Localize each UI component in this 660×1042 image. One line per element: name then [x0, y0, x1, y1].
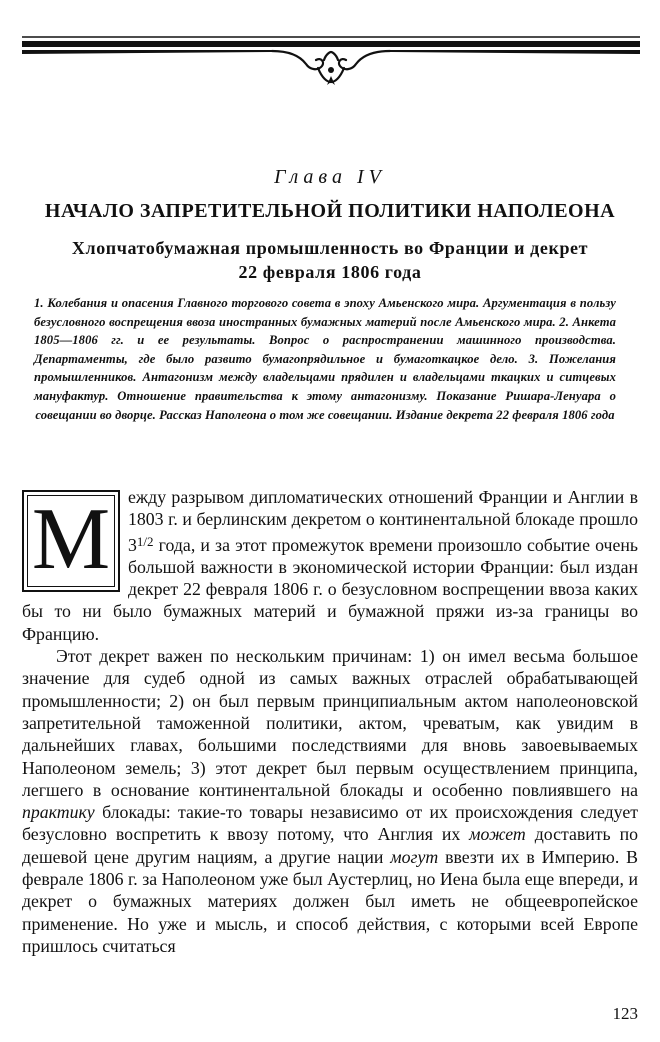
header-ornament — [22, 30, 640, 90]
italic-word-may: могут — [390, 846, 439, 867]
paragraph-1 — [22, 486, 638, 645]
chapter-summary: 1. Колебания и опасения Главного торгового совета в эпоху Амьенского мира. Аргументация в пользу безусловного воспрещения ввоза иностранных бумажных материй после Амьенского мира. 2. Анкета 1805—1806 гг. и ее результаты. Вопрос о распространении машинного производства. Департаменты, где было развито бумагопрядильное и бумаготкацкое дело. 3. Пожелания промышленников. Антагонизм между владельцами прядилен и владельцами ткацких и ситцевых мануфактур. Отношение правительства к этому антагонизму. Показание Ришара-Ленуара о совещании во дворце. Рассказ Наполеона о том же совещании. Издание декрета 22 февраля 1806 года — [34, 296, 616, 422]
chapter-title: НАЧАЛО ЗАПРЕТИТЕЛЬНОЙ ПОЛИТИКИ НАПОЛЕОНА — [44, 200, 616, 222]
italic-word-can: может — [469, 824, 526, 845]
paragraph-2-text: Этот декрет важен по нескольким причинам: 1) он имел весьма большое значение для судеб одной из самых важных отраслей обрабатывающей промышленности; 2) он был первым принципиальным актом наполеоновской запретительной таможенной политики, актом, чреватым, как увидим в дальнейших главах, большими последствиями для вновь завоевываемых Наполеоном земель; 3) этот декрет был первым осуществлением принципа, легшего в основание континентальной блокады и особенно повлиявшего на — [22, 646, 638, 800]
drop-cap — [22, 490, 120, 592]
paragraph-1-text: ежду разрывом дипломатических отношений Франции и Англии в 1803 г. и берлинским декретом о континентальной блокаде прошло 3 — [128, 487, 638, 555]
chapter-label: Глава IV — [274, 166, 386, 188]
drop-cap-letter: М — [27, 495, 115, 587]
paragraph-2 — [22, 645, 638, 957]
paragraph-1-text-cont: года, и за этот промежуток времени произошло событие очень большой важности в экономической истории Франции: был издан декрет 22 февраля 1806 г. о безусловном воспрещении ввоза каких бы то ни было бумажных материй и бумажной пряжи из-за границы во Францию. — [22, 534, 638, 644]
fraction: 1/2 — [136, 533, 154, 549]
body-text — [22, 486, 638, 957]
paragraph-2-text-d: ввезти их в Империю. В феврале 1806 г. за Наполеоном уже был Аустерлиц, но Иена была еще впереди, и декрет о бумажных материях должен был иметь не общеевропейское применение. Но уже и мысль, и способ действия, с которыми всей Европе пришлось считаться — [22, 846, 638, 956]
chapter-subtitle: Хлопчатобумажная промышленность во Франции и декрет 22 февраля 1806 года — [71, 238, 589, 282]
page-number: 123 — [612, 1004, 638, 1023]
italic-word-practice: практику — [22, 802, 95, 823]
paragraph-2-text-c: доставить по дешевой цене другим нациям, а другие нации — [22, 824, 638, 867]
paragraph-2-text-b: блокады: такие-то товары независимо от их происхождения следует безусловно воспретить к ввозу потому, что Англия их — [22, 802, 638, 845]
